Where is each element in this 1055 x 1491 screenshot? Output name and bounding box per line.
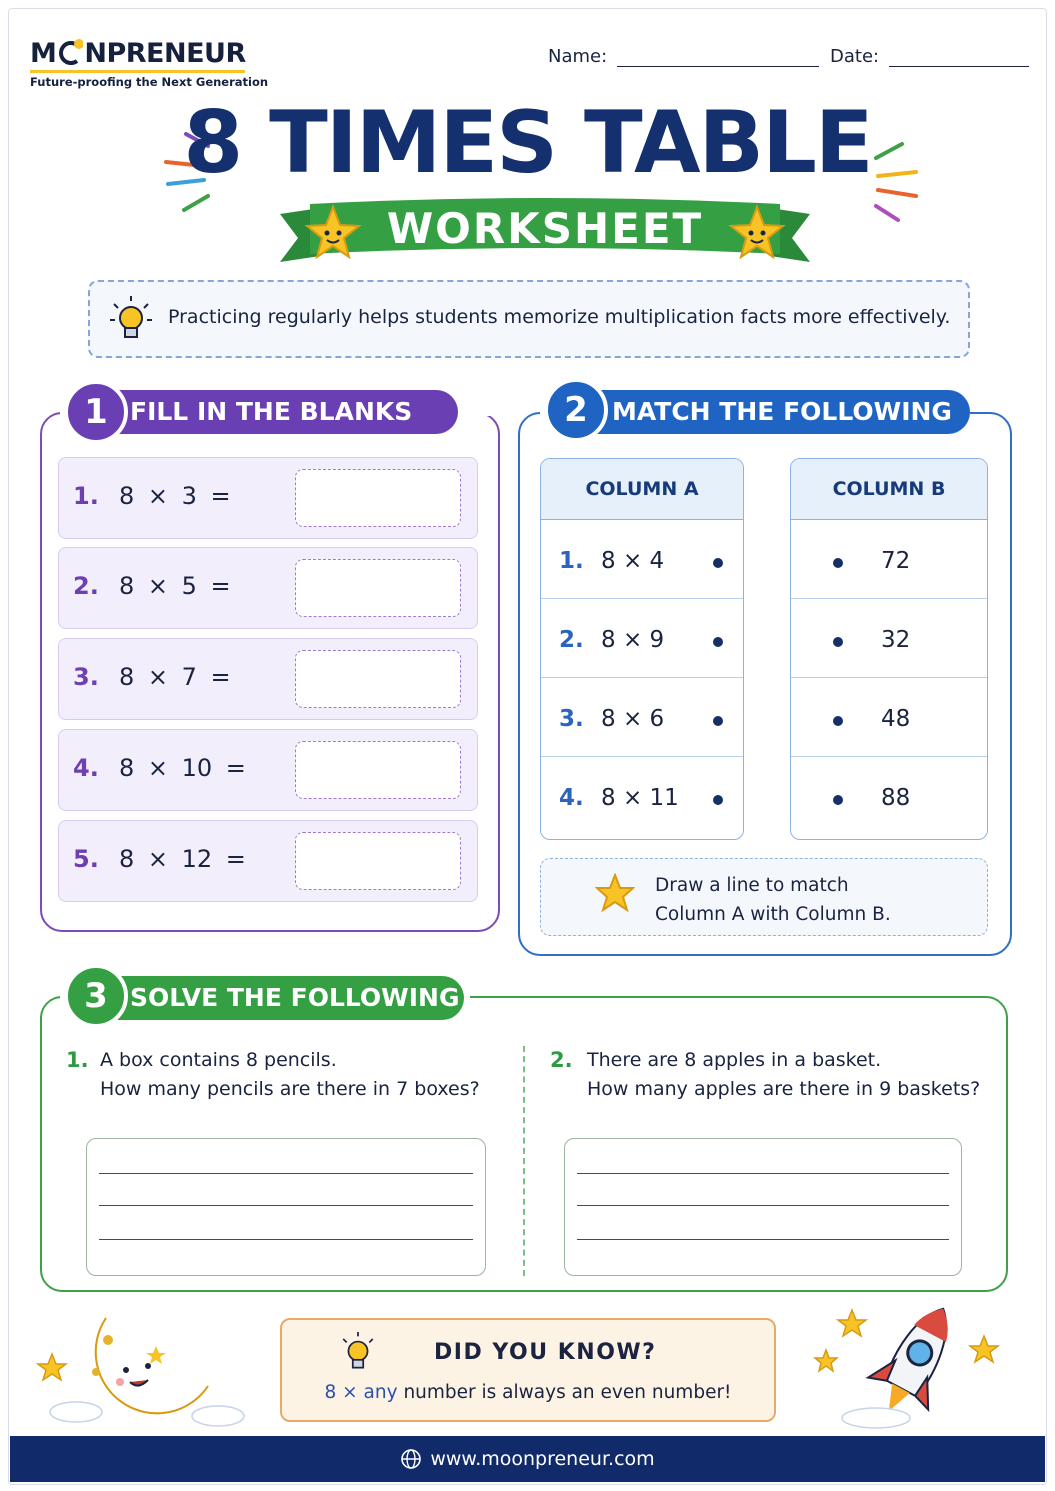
match-item-b xyxy=(791,678,987,757)
brand-logo xyxy=(30,38,268,89)
problem-number: 2. xyxy=(550,1048,573,1072)
answer-box[interactable] xyxy=(295,741,461,799)
rocket-icon xyxy=(806,1300,1016,1430)
question-text: 8 × 10 = xyxy=(119,754,246,782)
moon-logo-icon xyxy=(57,39,83,65)
match-answer: 72 xyxy=(881,548,911,574)
answer-line xyxy=(577,1173,949,1174)
answer-box[interactable] xyxy=(295,469,461,527)
match-instruction xyxy=(540,858,988,936)
problem-line: A box contains 8 pencils. xyxy=(100,1049,337,1071)
match-dot[interactable] xyxy=(713,716,723,726)
match-dot[interactable] xyxy=(833,795,843,805)
match-number: 1. xyxy=(559,548,584,574)
question-number: 4. xyxy=(73,754,99,782)
match-question: 8 × 4 xyxy=(601,548,665,574)
answer-line xyxy=(577,1205,949,1206)
answer-lines-box[interactable] xyxy=(564,1138,962,1276)
problem-text xyxy=(587,1046,980,1104)
name-line[interactable] xyxy=(617,66,819,67)
match-item-a xyxy=(541,520,743,599)
section1-number: 1 xyxy=(64,380,128,444)
fill-row xyxy=(58,457,478,539)
match-question: 8 × 6 xyxy=(601,706,665,732)
answer-box[interactable] xyxy=(295,832,461,890)
name-field[interactable] xyxy=(548,46,819,67)
brand-underline xyxy=(30,70,245,73)
fill-row xyxy=(58,638,478,720)
did-you-know-box xyxy=(280,1318,776,1422)
match-dot[interactable] xyxy=(713,558,723,568)
match-item-a xyxy=(541,757,743,835)
smiling-star-right-icon xyxy=(728,204,786,262)
date-label: Date: xyxy=(830,46,880,67)
match-number: 2. xyxy=(559,627,584,653)
match-number: 4. xyxy=(559,785,584,811)
match-dot[interactable] xyxy=(833,558,843,568)
problem-divider xyxy=(523,1046,525,1276)
globe-icon xyxy=(400,1448,422,1470)
section2-number: 2 xyxy=(544,378,608,442)
lightbulb-icon xyxy=(338,1330,378,1374)
question-text: 8 × 12 = xyxy=(119,845,246,873)
match-dot[interactable] xyxy=(713,637,723,647)
fact-rest: number is always an even number! xyxy=(397,1382,732,1403)
problem-line: There are 8 apples in a basket. xyxy=(587,1049,882,1071)
question-number: 1. xyxy=(73,482,99,510)
date-line[interactable] xyxy=(889,66,1029,67)
match-instruction-line1: Draw a line to match xyxy=(655,875,849,896)
section1-heading: FILL IN THE BLANKS xyxy=(100,390,458,434)
smiling-moon-icon xyxy=(36,1310,246,1428)
question-number: 2. xyxy=(73,572,99,600)
match-question: 8 × 9 xyxy=(601,627,665,653)
answer-box[interactable] xyxy=(295,559,461,617)
date-field[interactable] xyxy=(830,46,1029,67)
footer-url[interactable]: www.moonpreneur.com xyxy=(430,1448,655,1470)
match-item-b xyxy=(791,599,987,678)
match-item-a xyxy=(541,599,743,678)
problem-text xyxy=(100,1046,480,1104)
match-dot[interactable] xyxy=(713,795,723,805)
brand-name: M NPRENEUR xyxy=(30,38,246,69)
tip-box xyxy=(88,280,970,358)
question-text: 8 × 3 = xyxy=(119,482,231,510)
worksheet-title: 8 TIMES TABLE xyxy=(183,93,872,193)
fact-highlight: 8 × any xyxy=(324,1382,398,1403)
smiling-star-left-icon xyxy=(304,204,362,262)
match-item-b xyxy=(791,520,987,599)
answer-line xyxy=(577,1239,949,1240)
question-number: 5. xyxy=(73,845,99,873)
match-dot[interactable] xyxy=(833,716,843,726)
tip-text: Practicing regularly helps students memorize multiplication facts more effectively. xyxy=(168,306,951,328)
problem-line: How many apples are there in 9 baskets? xyxy=(587,1078,981,1100)
answer-line xyxy=(99,1173,473,1174)
problem-number: 1. xyxy=(66,1048,89,1072)
match-question: 8 × 11 xyxy=(601,785,679,811)
footer-bar xyxy=(10,1436,1045,1482)
match-number: 3. xyxy=(559,706,584,732)
did-you-know-text xyxy=(282,1382,774,1403)
answer-line xyxy=(99,1205,473,1206)
answer-box[interactable] xyxy=(295,650,461,708)
problem-line: How many pencils are there in 7 boxes? xyxy=(100,1078,480,1100)
answer-line xyxy=(99,1239,473,1240)
match-answer: 88 xyxy=(881,785,911,811)
answer-lines-box[interactable] xyxy=(86,1138,486,1276)
match-dot[interactable] xyxy=(833,637,843,647)
section3-number: 3 xyxy=(64,964,128,1028)
name-label: Name: xyxy=(548,46,608,67)
worksheet-subtitle: WORKSHEET xyxy=(386,204,704,253)
lightbulb-icon xyxy=(108,294,154,344)
did-you-know-title: DID YOU KNOW? xyxy=(434,1340,657,1365)
column-b xyxy=(790,458,988,840)
match-instruction-line2: Column A with Column B. xyxy=(655,904,891,925)
match-item-a xyxy=(541,678,743,757)
match-answer: 32 xyxy=(881,627,911,653)
fill-row xyxy=(58,820,478,902)
section3-heading: SOLVE THE FOLLOWING xyxy=(100,976,464,1020)
question-text: 8 × 7 = xyxy=(119,663,231,691)
match-answer: 48 xyxy=(881,706,911,732)
fill-row xyxy=(58,729,478,811)
question-text: 8 × 5 = xyxy=(119,572,231,600)
star-icon xyxy=(595,873,635,913)
question-number: 3. xyxy=(73,663,99,691)
fill-row xyxy=(58,547,478,629)
match-item-b xyxy=(791,757,987,835)
column-b-header: COLUMN B xyxy=(791,459,987,520)
match-instruction-text xyxy=(655,871,891,929)
column-a xyxy=(540,458,744,840)
section2-heading: MATCH THE FOLLOWING xyxy=(582,390,970,434)
brand-tagline: Future-proofing the Next Generation xyxy=(30,75,269,89)
column-a-header: COLUMN A xyxy=(541,459,743,520)
